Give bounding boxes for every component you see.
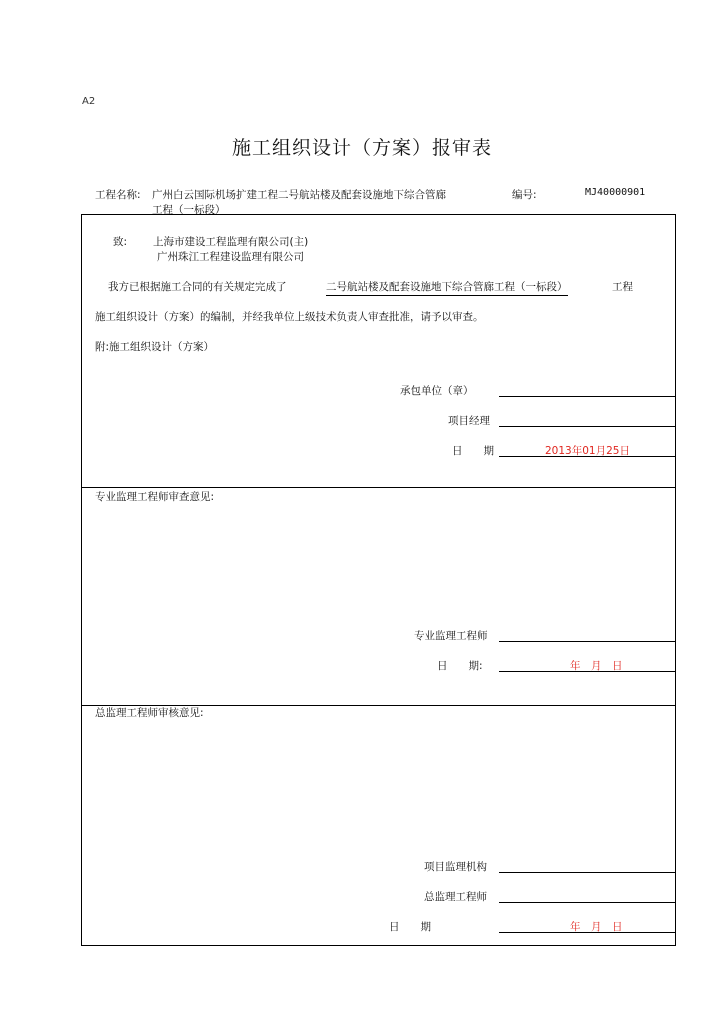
contractor-line[interactable] [499, 396, 676, 397]
section2-heading: 专业监理工程师审查意见: [95, 491, 215, 503]
page-title: 施工组织设计（方案）报审表 [231, 137, 492, 159]
date-label-1: 日 期 [452, 445, 494, 457]
attachment: 附:施工组织设计（方案） [95, 341, 215, 353]
date-label-3: 日 期 [389, 921, 431, 933]
date-label-2: 日 期: [437, 660, 483, 672]
form-code: A2 [82, 96, 96, 107]
manager-label: 项目经理 [448, 415, 490, 427]
manager-line[interactable] [499, 426, 676, 427]
to-label: 致: [113, 236, 128, 248]
date-placeholder-3: 年 月 日 [570, 921, 623, 933]
section-divider-1 [82, 487, 675, 488]
date-placeholder-2: 年 月 日 [570, 660, 623, 672]
body-project: 二号航站楼及配套设施地下综合管廊工程（一标段） [326, 279, 568, 296]
body-pre: 我方已根据施工合同的有关规定完成了 [108, 281, 287, 293]
body-line-2: 施工组织设计（方案）的编制，并经我单位上级技术负责人审查批准，请予以审查。 [95, 311, 484, 323]
date-value-1: 2013年01月25日 [545, 445, 630, 457]
section3-heading: 总监理工程师审核意见: [95, 707, 204, 719]
engineer-line[interactable] [499, 641, 676, 642]
org-line[interactable] [499, 872, 676, 873]
project-name-line1: 广州白云国际机场扩建工程二号航站楼及配套设施地下综合管廊 [152, 189, 446, 201]
chief-line[interactable] [499, 902, 676, 903]
number-label: 编号: [512, 189, 537, 201]
engineer-label: 专业监理工程师 [414, 630, 488, 642]
project-name-line2: 工程（一标段） [152, 204, 226, 216]
org-label: 项目监理机构 [424, 861, 487, 873]
chief-label: 总监理工程师 [424, 891, 487, 903]
project-label: 工程名称: [95, 189, 141, 201]
recipient-1: 上海市建设工程监理有限公司(主) [153, 236, 309, 248]
number-value: MJ40000901 [585, 187, 646, 198]
body-post: 工程 [612, 281, 633, 293]
contractor-label: 承包单位（章） [400, 385, 474, 397]
recipient-2: 广州珠江工程建设监理有限公司 [157, 251, 304, 263]
